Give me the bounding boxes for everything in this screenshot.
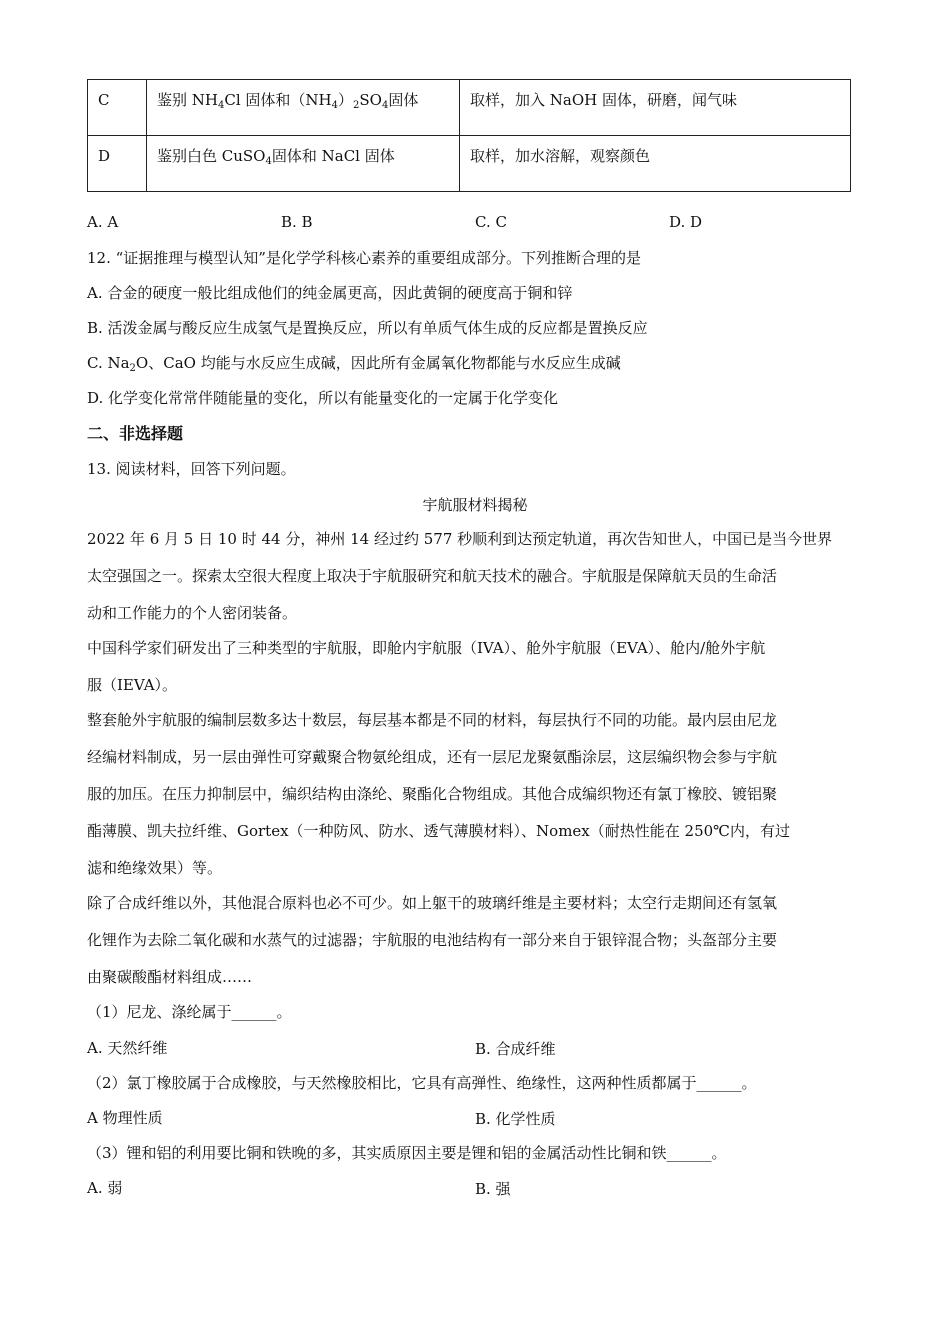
q12-option-c: C. $Na_2O$、CaO 均能与水反应生成碱，因此所有金属氧化物都能与水反应生成碱: [87, 354, 621, 374]
article-title: 宇航服材料揭秘: [422, 496, 528, 514]
q11-choice-b: B. B: [281, 213, 313, 231]
sub-question-3: （3）锂和铝的利用要比铜和铁晚的多，其实质原因主要是锂和铝的金属活动性比铜和铁______。: [87, 1144, 727, 1162]
row-task: 鉴别 $NH_4Cl$ 固体和$(NH_4)_2SO_4$固体: [147, 80, 460, 136]
row-task: 鉴别白色 CuSO$_4$固体和 NaCl 固体: [147, 136, 460, 192]
paragraph-line: 酯薄膜、凯夫拉纤维、Gortex（一种防风、防水、透气薄膜材料）、Nomex（耐热性能在 250℃内，有过: [87, 822, 790, 840]
paragraph-line: 服的加压。在压力抑制层中，编织结构由涤纶、聚酯化合物组成。其他合成编织物还有氯丁橡胶、镀铝聚: [87, 785, 778, 803]
q11-choice-a: A. A: [87, 213, 119, 231]
table-row: [88, 80, 851, 136]
paragraph-line: 2022 年 6 月 5 日 10 时 44 分，神州 14 经过约 577 秒顺利到达预定轨道，再次告知世人，中国已是当今世界: [87, 530, 833, 548]
options-table: [87, 79, 851, 192]
sub-question-2: （2）氯丁橡胶属于合成橡胶，与天然橡胶相比，它具有高弹性、绝缘性，这两种性质都属于______。: [87, 1074, 757, 1092]
paragraph-line: 化锂作为去除二氧化碳和水蒸气的过滤器；宇航服的电池结构有一部分来自于银锌混合物；头盔部分主要: [87, 931, 778, 949]
row-letter: C: [88, 80, 147, 136]
paragraph-line: 除了合成纤维以外，其他混合原料也必不可少。如上躯干的玻璃纤维是主要材料；太空行走期间还有氢氧: [87, 894, 778, 912]
paragraph-line: 服（IEVA）。: [87, 676, 178, 694]
paragraph-line: 动和工作能力的个人密闭装备。: [87, 604, 298, 622]
sub2-option-b: B. 化学性质: [475, 1110, 556, 1128]
q11-choice-c: C. C: [475, 213, 507, 231]
sub3-option-a: A. 弱: [87, 1179, 123, 1197]
row-method: 取样，加水溶解，观察颜色: [460, 136, 851, 192]
sub1-option-b: B. 合成纤维: [475, 1040, 556, 1058]
row-method: 取样，加入 NaOH 固体，研磨，闻气味: [460, 80, 851, 136]
row-letter: D: [88, 136, 147, 192]
q13-stem: 13. 阅读材料，回答下列问题。: [87, 460, 296, 478]
paragraph-line: 太空强国之一。探索太空很大程度上取决于宇航服研究和航天技术的融合。宇航服是保障航天员的生命活: [87, 567, 778, 585]
sub3-option-b: B. 强: [475, 1180, 511, 1198]
q12-option-b: B. 活泼金属与酸反应生成氢气是置换反应，所以有单质气体生成的反应都是置换反应: [87, 319, 648, 337]
paragraph-line: 经编材料制成，另一层由弹性可穿戴聚合物氨纶组成，还有一层尼龙聚氨酯涂层，这层编织物会参与宇航: [87, 748, 778, 766]
q11-choice-d: D. D: [669, 213, 703, 231]
paragraph-line: 由聚碳酸酯材料组成……: [87, 968, 253, 986]
sub1-option-a: A. 天然纤维: [87, 1039, 168, 1057]
q12-option-d: D. 化学变化常常伴随能量的变化，所以有能量变化的一定属于化学变化: [87, 389, 559, 407]
paragraph-line: 滤和绝缘效果）等。: [87, 859, 223, 877]
sub-question-1: （1）尼龙、涤纶属于______。: [87, 1003, 292, 1021]
q12-option-a: A. 合金的硬度一般比组成他们的纯金属更高，因此黄铜的硬度高于铜和锌: [87, 284, 573, 302]
sub2-option-a: A 物理性质: [87, 1109, 163, 1127]
section-heading: 二、非选择题: [87, 424, 184, 443]
q12-stem: 12. “证据推理与模型认知”是化学学科核心素养的重要组成部分。下列推断合理的是: [87, 249, 641, 267]
paragraph-line: 整套舱外宇航服的编制层数多达十数层，每层基本都是不同的材料，每层执行不同的功能。最内层由尼龙: [87, 711, 778, 729]
paragraph-line: 中国科学家们研发出了三种类型的宇航服，即舱内宇航服（IVA）、舱外宇航服（EVA）、舱内/舱外宇航: [87, 639, 766, 657]
table-row: [88, 136, 851, 192]
